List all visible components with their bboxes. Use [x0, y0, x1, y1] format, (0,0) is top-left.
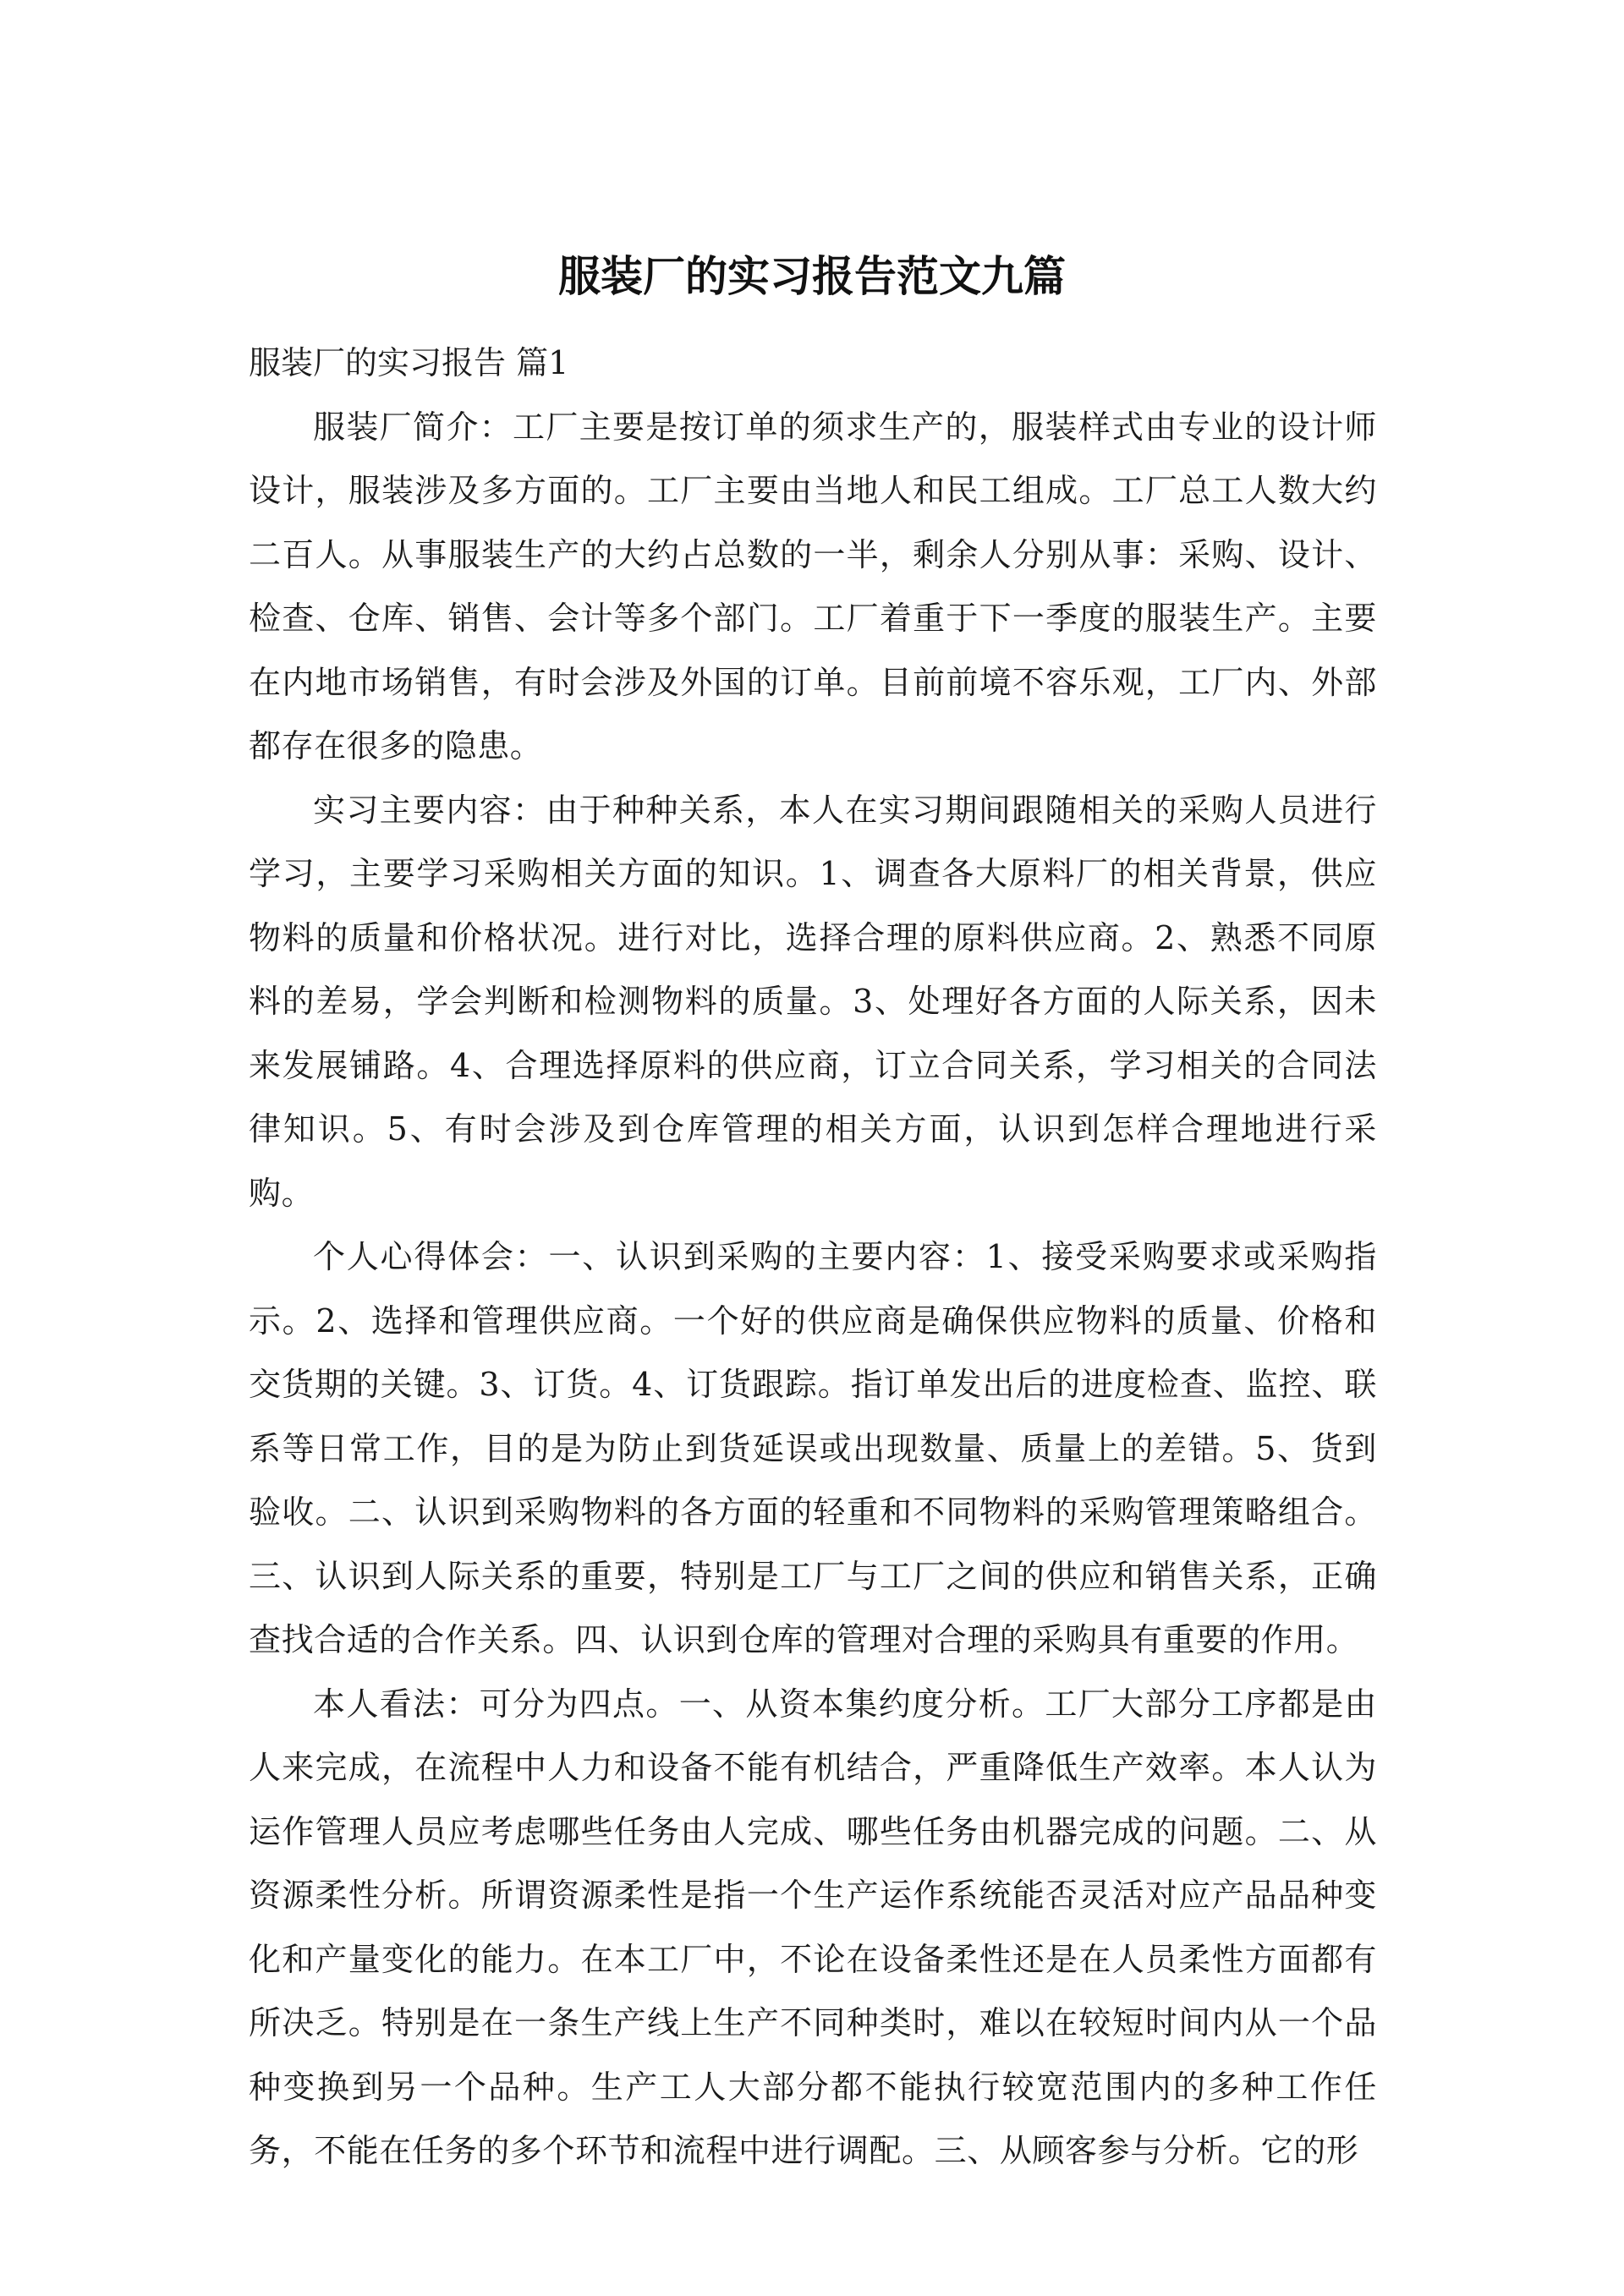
paragraph-factory-intro: 服装厂简介：工厂主要是按订单的须求生产的，服装样式由专业的设计师设计，服装涉及多方面的。工厂主要由当地人和民工组成。工厂总工人数大约二百人。从事服装生产的大约占总数的一半，剩余人分别从事：采购、设计、检查、仓库、销售、会计等多个部门。工厂着重于下一季度的服装生产。主要在内地市场销售，有时会涉及外国的订单。目前前境不容乐观，工厂内、外部都存在很多的隐患。 [249, 408, 1377, 764]
paragraph-internship-content: 实习主要内容：由于种种关系，本人在实习期间跟随相关的采购人员进行学习，主要学习采购相关方面的知识。1、调查各大原料厂的相关背景，供应物料的质量和价格状况。进行对比，选择合理的原料供应商。2、熟悉不同原料的差易，学会判断和检测物料的质量。3、处理好各方面的人际关系，因未来发展铺路。4、合理选择原料的供应商，订立合同关系，学习相关的合同法律知识。5、有时会涉及到仓库管理的相关方面，认识到怎样合理地进行采购。 [249, 791, 1377, 1212]
document-title: 服装厂的实习报告范文九篇 [558, 252, 1066, 301]
section-heading: 服装厂的实习报告 篇1 [249, 344, 569, 381]
document-body [249, 332, 1377, 2184]
paragraph-personal-experience: 个人心得体会：一、认识到采购的主要内容：1、接受采购要求或采购指示。2、选择和管理供应商。一个好的供应商是确保供应物料的质量、价格和交货期的关键。3、订货。4、订货跟踪。指订单发出后的进度检查、监控、联系等日常工作，目的是为防止到货延误或出现数量、质量上的差错。5、货到验收。二、认识到采购物料的各方面的轻重和不同物料的采购管理策略组合。三、认识到人际关系的重要，特别是工厂与工厂之间的供应和销售关系，正确查找合适的合作关系。四、认识到仓库的管理对合理的采购具有重要的作用。 [249, 1238, 1377, 1658]
paragraph-personal-view: 本人看法：可分为四点。一、从资本集约度分析。工厂大部分工序都是由人来完成，在流程中人力和设备不能有机结合，严重降低生产效率。本人认为运作管理人员应考虑哪些任务由人完成、哪些任务由机器完成的问题。二、从资源柔性分析。所谓资源柔性是指一个生产运作系统能否灵活对应产品品种变化和产量变化的能力。在本工厂中，不论在设备柔性还是在人员柔性方面都有所决乏。特别是在一条生产线上生产不同种类时，难以在较短时间内从一个品种变换到另一个品种。生产工人大部分都不能执行较宽范围内的多种工作任务，不能在任务的多个环节和流程中进行调配。三、从顾客参与分析。它的形 [249, 1685, 1377, 2169]
